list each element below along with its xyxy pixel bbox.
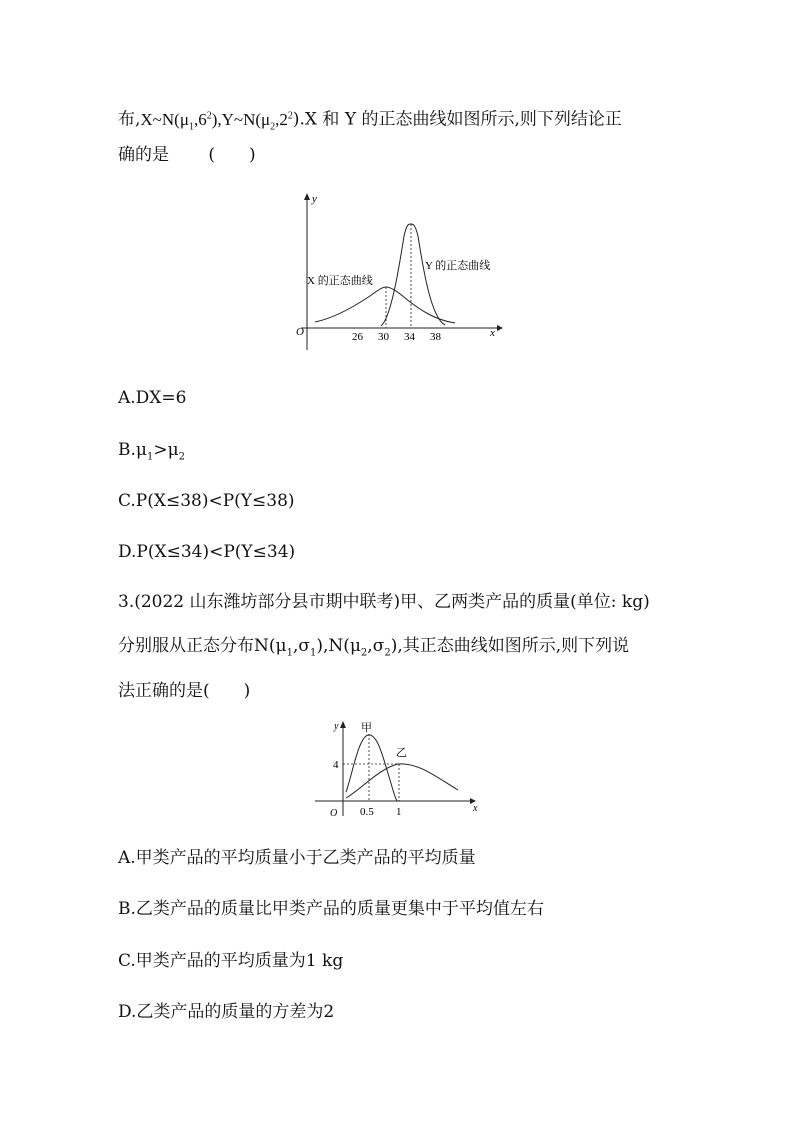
- q3-option-b: B.乙类产品的质量比甲类产品的质量更集中于平均值左右: [118, 899, 544, 919]
- q2-x-arrow: [497, 325, 503, 331]
- q3-option-a: A.甲类产品的平均质量小于乙类产品的平均质量: [118, 848, 476, 868]
- q3-l2-c: ,σ: [367, 636, 385, 656]
- q2-tick-26: 26: [352, 331, 363, 343]
- sub-1: 1: [188, 121, 194, 133]
- q2-y-curve: [381, 224, 445, 326]
- sub-1c: 1: [286, 647, 293, 659]
- q2-option-b: [118, 438, 185, 469]
- q2-math-c: ),Y~N(μ: [211, 109, 271, 129]
- q3-l2-d: ),其正态曲线如图所示,则下列说: [390, 636, 630, 656]
- q2-y-arrow: [304, 193, 310, 200]
- q2-math-d: ,2: [275, 109, 288, 129]
- q3-line-3: 法正确的是( ): [118, 681, 251, 701]
- q3-jia-curve: [346, 735, 397, 801]
- q3-line-2: [118, 634, 629, 665]
- q3-normal-curves-figure: [310, 716, 485, 826]
- q2-y-curve-label: Y 的正态曲线: [425, 260, 491, 272]
- q3-jia-label: 甲: [361, 722, 372, 734]
- q2-line1-pre: 布,: [118, 109, 141, 130]
- q2-option-a: A.DX=6: [118, 388, 187, 408]
- q3-l2-a: ,σ: [292, 636, 310, 656]
- sub-2d: 2: [360, 647, 368, 659]
- q2-x-curve-label: X 的正态曲线: [307, 275, 373, 287]
- sub-2e: 2: [384, 647, 391, 659]
- sub-2c: 2: [178, 451, 185, 463]
- q2-opt-b-pre: B.μ: [118, 440, 147, 460]
- q2-tick-30: 30: [378, 331, 389, 343]
- q2-option-c: C.P(X≤38)<P(Y≤38): [118, 491, 295, 511]
- q3-origin-label: O: [330, 808, 338, 819]
- q3-tick-05: 0.5: [360, 806, 374, 818]
- q2-tick-34: 34: [404, 331, 415, 343]
- q2-option-d: D.P(X≤34)<P(Y≤34): [118, 542, 296, 562]
- q3-yi-label: 乙: [396, 747, 407, 759]
- q3-y-tick-4: 4: [333, 759, 339, 771]
- q3-yi-curve: [346, 764, 458, 798]
- q3-l2-pre: 分别服从正态分布N(μ: [118, 636, 287, 656]
- sub-1d: 1: [309, 647, 317, 659]
- q2-x-label: x: [490, 327, 495, 339]
- q3-l2-b: ),N(μ: [316, 636, 361, 656]
- q3-line-1: 3.(2022 山东潍坊部分县市期中联考)甲、乙两类产品的质量(单位: kg): [118, 592, 650, 612]
- q2-line1-rest: ).X 和 Y 的正态曲线如图所示,则下列结论正: [292, 109, 622, 130]
- q2-y-label: y: [312, 193, 317, 205]
- q3-tick-1: 1: [396, 806, 402, 818]
- sup-2: 2: [206, 110, 212, 121]
- sub-2: 2: [270, 121, 276, 133]
- q3-x-label: x: [473, 803, 478, 814]
- q2-math-b: ,6: [193, 109, 207, 129]
- q2-origin-label: O: [296, 326, 304, 338]
- sub-1b: 1: [146, 451, 154, 463]
- q2-dist-x: [140, 109, 293, 133]
- q3-option-d: D.乙类产品的质量的方差为2: [118, 1002, 335, 1022]
- q2-x-curve: [315, 287, 455, 323]
- sup-2b: 2: [287, 110, 293, 121]
- q2-math-a: X~N(μ: [140, 109, 189, 129]
- q3-option-c: C.甲类产品的平均质量为1 kg: [118, 951, 344, 971]
- q2-line-1: [118, 104, 622, 139]
- q2-normal-curves-figure: [285, 188, 515, 358]
- q2-tick-38: 38: [430, 331, 441, 343]
- q3-y-arrow: [340, 721, 346, 728]
- q3-y-label: y: [334, 721, 339, 732]
- q2-line-2: 确的是 ( ): [118, 145, 256, 165]
- q2-opt-b-mid: >μ: [153, 440, 179, 460]
